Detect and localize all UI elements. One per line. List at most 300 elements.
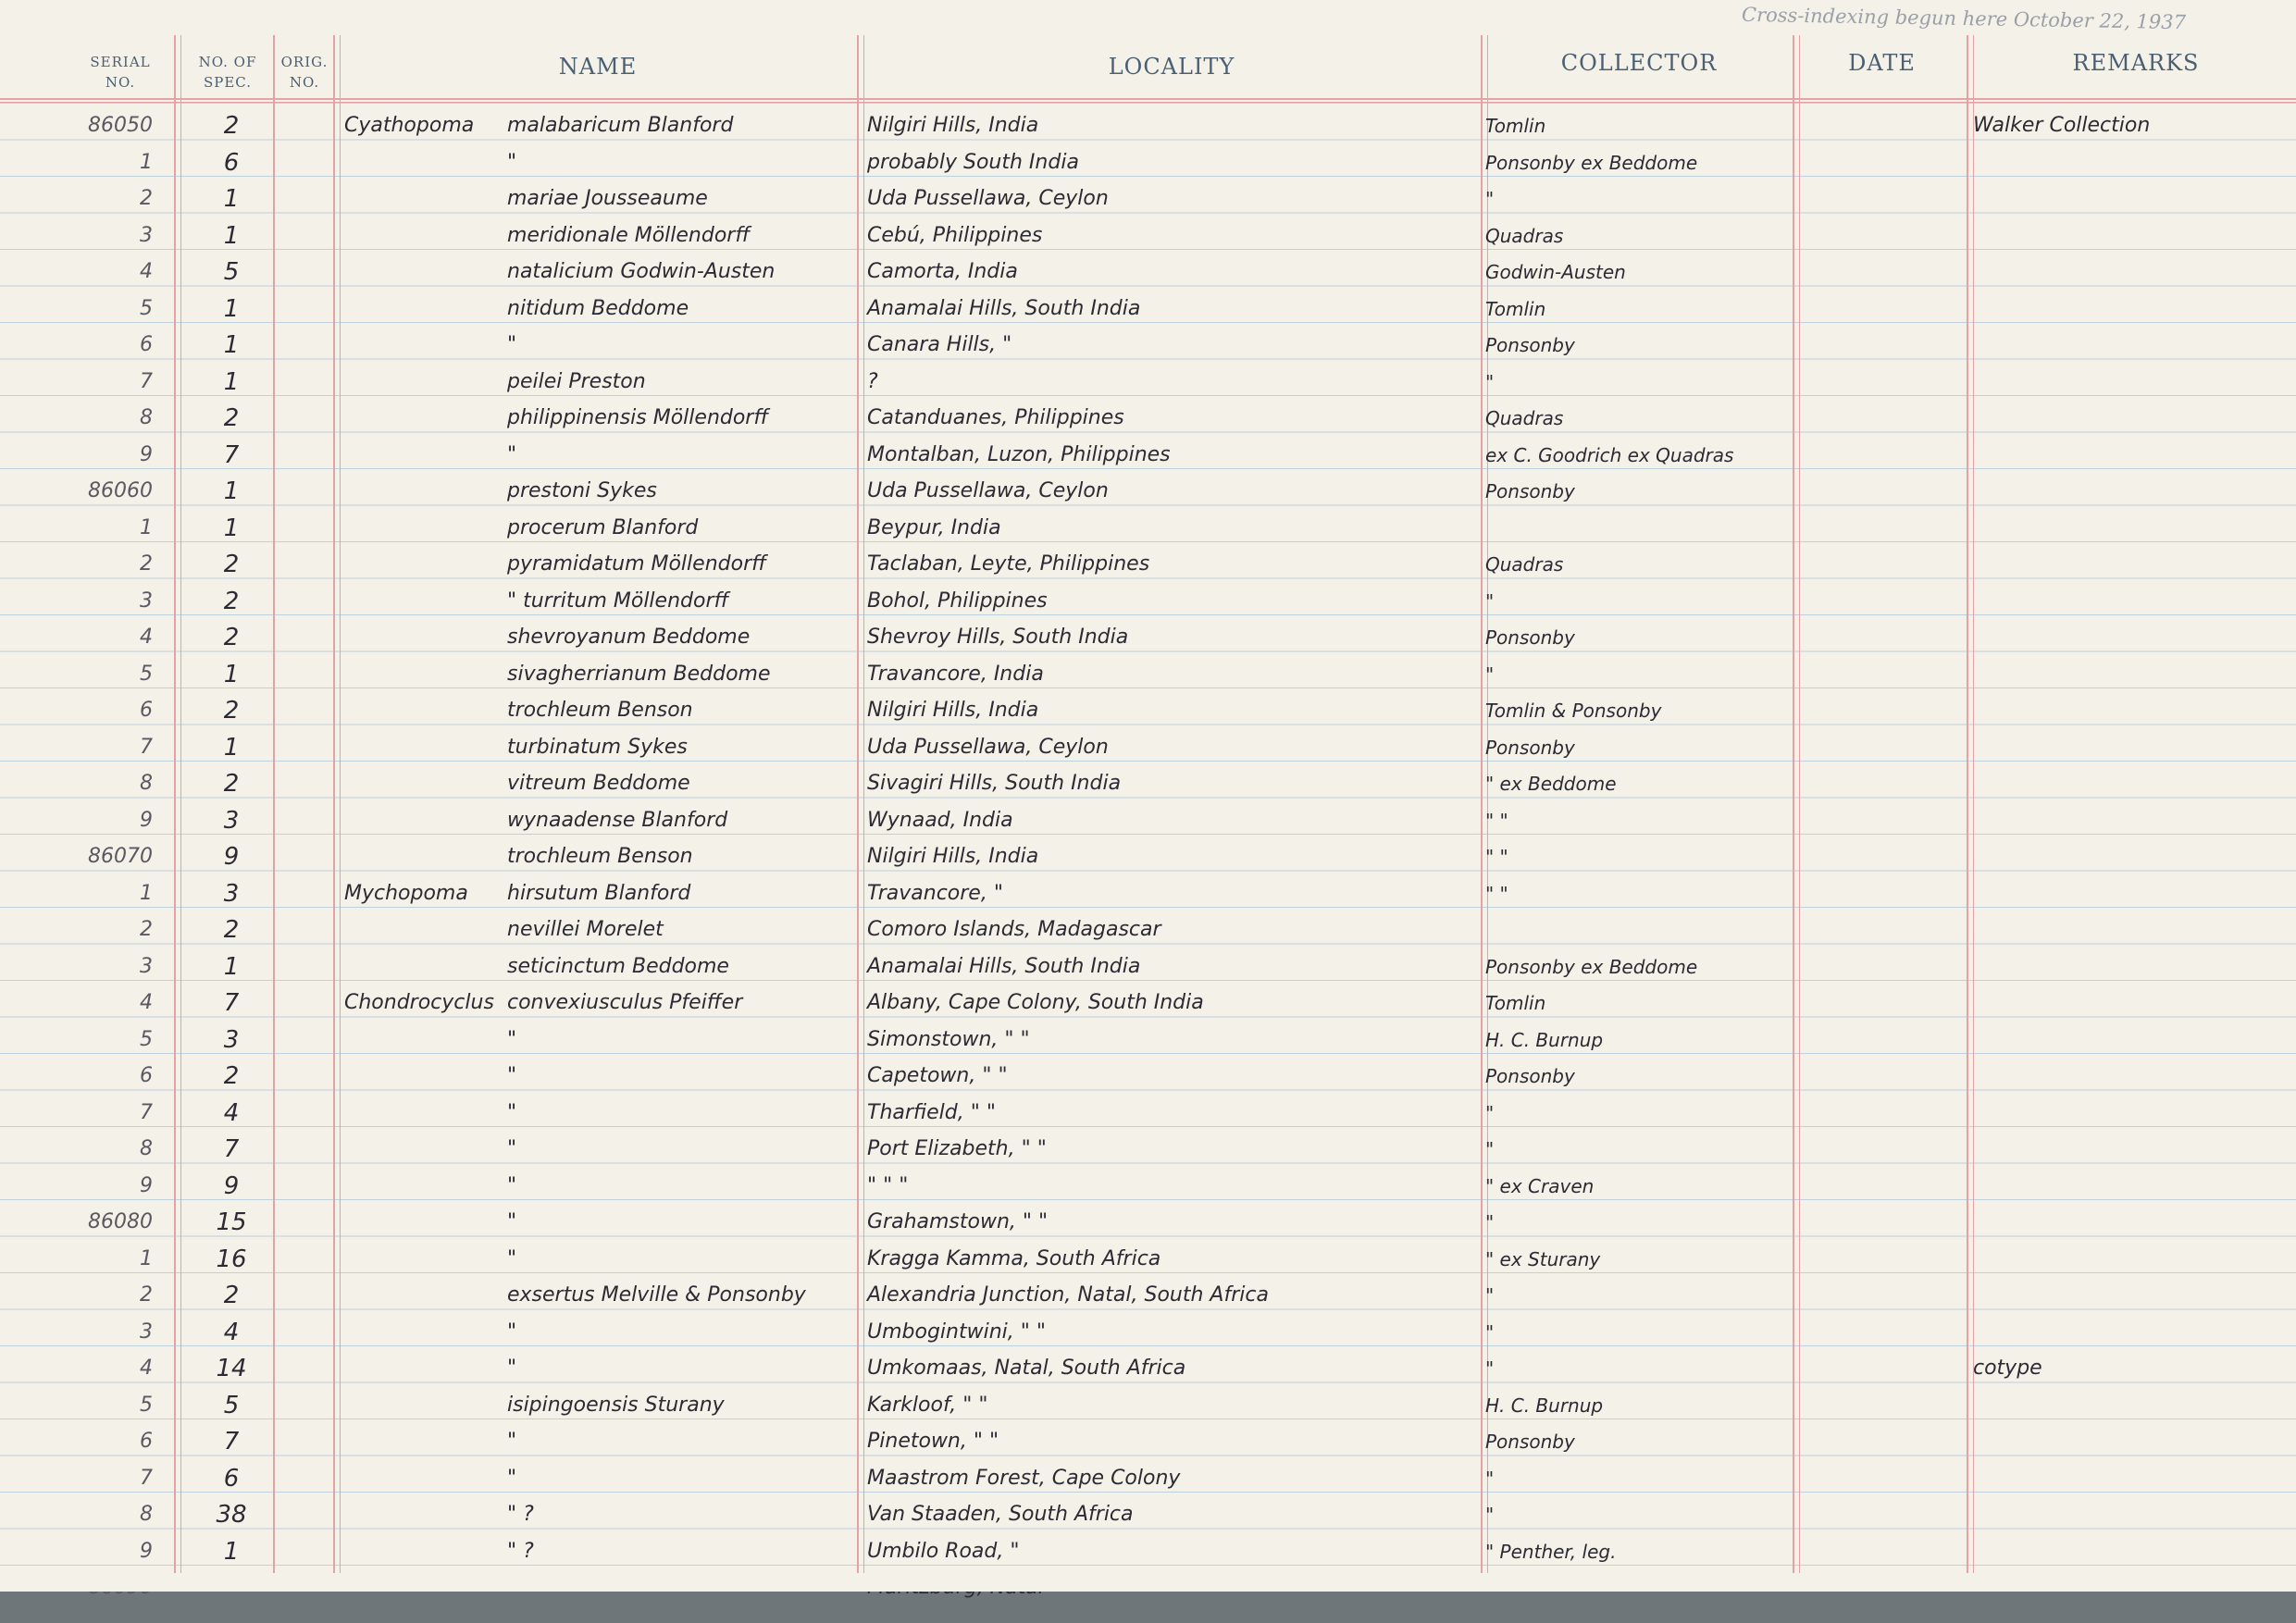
collector: Quadras [1485,224,1564,247]
locality: Umbogintwini, " " [867,1319,1046,1344]
genus-name [344,218,502,255]
species-name: " [507,1357,517,1380]
collector: " [1485,1101,1495,1124]
collector: Tomlin [1485,115,1546,137]
serial-number: 5 [140,296,153,320]
species-name: nevillei Morelet [507,918,664,941]
ledger-row [0,108,2296,145]
species-name: vitreum Beddome [507,772,690,795]
genus-name [344,584,502,621]
remarks [1973,1315,2288,1352]
specimen-count: 4 [223,1318,240,1346]
collector: " ex Craven [1485,1174,1595,1197]
specimen-count: 1 [223,733,240,762]
collector: H. C. Burnup [1485,1394,1604,1417]
locality: Nilgiri Hills, India [867,114,1039,137]
species-name: shevroyanum Beddome [507,626,751,649]
ledger-row [0,218,2296,255]
collector: " [1485,1138,1495,1160]
species-name: trochleum Benson [507,699,693,722]
species-name: philippinensis Möllendorff [507,406,769,429]
genus-name [344,1096,502,1133]
header-orig [276,52,333,93]
specimen-count: 1 [223,221,240,250]
serial-number: 6 [140,333,153,356]
ledger-row [0,547,2296,584]
specimen-count: 1 [223,331,240,359]
serial-number: 4 [140,626,153,649]
remarks: Walker Collection [1973,114,2151,137]
date [1800,181,1962,218]
specimen-count: 1 [223,514,240,542]
serial-number: 5 [140,1027,153,1051]
specimen-count: 9 [223,1171,240,1200]
serial-number: 7 [140,369,153,393]
serial-number: 4 [140,260,153,283]
genus-name [344,145,502,182]
collector: Ponsonby [1485,626,1575,649]
serial-number: 6 [140,1064,153,1087]
serial-number: 8 [140,772,153,795]
species-name: pyramidatum Möllendorff [507,552,766,576]
specimen-count: 2 [223,624,240,651]
locality: Uda Pussellawa, Ceylon [867,735,1109,759]
ledger-row [0,1497,2296,1534]
date [1800,1424,1962,1461]
date [1800,839,1962,876]
date [1800,730,1962,767]
locality: Comoro Islands, Madagascar [867,918,1161,941]
locality: Canara Hills, " [867,333,1012,356]
collector: " " [1485,882,1508,905]
remarks [1973,328,2288,365]
collector: " Penther, leg. [1485,1540,1617,1563]
species-name: " ? [507,1539,534,1563]
species-name: " [507,1173,517,1197]
remarks [1973,1424,2288,1461]
specimen-count: 7 [223,1428,240,1456]
genus-name [344,1424,502,1461]
date [1800,401,1962,438]
locality: Taclaban, Leyte, Philippines [867,552,1150,576]
page-bottom-edge [0,1573,2296,1592]
locality: Umkomaas, Natal, South Africa [867,1357,1186,1380]
ledger-row [0,1424,2296,1461]
genus-name [344,766,502,803]
ledger-row [0,1205,2296,1242]
specimen-count: 6 [223,1464,240,1493]
ledger-row [0,365,2296,402]
specimen-count: 16 [216,1245,247,1273]
genus-name [344,1388,502,1425]
locality: Tharfield, " " [867,1100,996,1124]
date [1800,1242,1962,1279]
collector: Ponsonby [1485,736,1575,759]
species-name: natalicium Godwin-Austen [507,260,776,283]
serial-number: 3 [140,223,153,247]
collector: " " [1485,809,1508,832]
remarks [1973,876,2288,913]
serial-number: 3 [140,1319,153,1344]
locality: Bohol, Philippines [867,588,1048,613]
header-date: DATE [1848,50,1916,76]
date [1800,108,1962,145]
remarks [1973,1388,2288,1425]
locality: Karkloof, " " [867,1393,988,1417]
serial-number: 86050 [88,114,153,137]
locality: Port Elizabeth, " " [867,1137,1047,1160]
species-name: " [507,1246,517,1270]
serial-number: 4 [140,1357,153,1380]
locality: Catanduanes, Philippines [867,406,1124,429]
locality: Nilgiri Hills, India [867,699,1039,722]
ledger-row [0,438,2296,475]
ledger-row [0,693,2296,730]
specimen-count: 2 [223,112,240,140]
species-name: " [507,1210,517,1233]
date [1800,1205,1962,1242]
cross-indexing-note: Cross-indexing begun here October 22, 1937 [1741,3,2187,34]
specimen-count: 1 [223,660,240,688]
date [1800,1461,1962,1498]
remarks [1973,291,2288,328]
species-name: sivagherrianum Beddome [507,662,771,686]
date [1800,584,1962,621]
ledger-row [0,912,2296,949]
header-spec-line2: SPEC. [203,74,253,91]
remarks [1973,1059,2288,1096]
ledger-row [0,145,2296,182]
specimen-count: 2 [223,587,240,615]
locality: Beypur, India [867,515,1001,539]
ledger-row [0,839,2296,876]
remarks [1973,693,2288,730]
date [1800,474,1962,511]
locality: Grahamstown, " " [867,1210,1049,1233]
specimen-count: 1 [223,1537,240,1566]
collector: " [1485,1284,1495,1307]
date [1800,291,1962,328]
genus-name [344,730,502,767]
remarks [1973,365,2288,402]
ledger-row [0,584,2296,621]
collector: " [1485,1504,1495,1526]
date [1800,912,1962,949]
date [1800,1022,1962,1059]
serial-number: 9 [140,1539,153,1563]
serial-number: 9 [140,442,153,466]
serial-number: 8 [140,406,153,429]
locality: Uda Pussellawa, Ceylon [867,187,1109,210]
date [1800,876,1962,913]
collector: " " [1485,846,1508,868]
species-name: " [507,1064,517,1087]
remarks [1973,1132,2288,1169]
specimen-count: 15 [216,1208,247,1236]
ledger-row [0,1169,2296,1206]
genus-name [344,1534,502,1571]
serial-number: 6 [140,1430,153,1453]
genus-name [344,1497,502,1534]
species-name: mariae Jousseaume [507,187,708,210]
serial-number: 4 [140,991,153,1014]
serial-number: 8 [140,1503,153,1526]
ledger-row [0,1096,2296,1133]
date [1800,328,1962,365]
locality: Albany, Cape Colony, South India [867,991,1204,1014]
remarks [1973,839,2288,876]
genus-name [344,181,502,218]
date [1800,1497,1962,1534]
serial-number: 1 [140,515,153,539]
header-spec [181,52,274,93]
genus-name [344,620,502,657]
serial-number: 5 [140,1393,153,1417]
species-name: " [507,1137,517,1160]
species-name: exsertus Melville & Ponsonby [507,1283,806,1307]
specimen-count: 2 [223,1062,240,1090]
genus-name [344,1278,502,1315]
collector: Quadras [1485,407,1564,429]
collector: Tomlin [1485,297,1546,320]
ledger-row [0,766,2296,803]
collector: " [1485,1320,1495,1344]
remarks [1973,1278,2288,1315]
header-rule-secondary [0,102,2296,103]
locality: Sivagiri Hills, South India [867,772,1122,795]
remarks [1973,985,2288,1022]
collector: ex C. Goodrich ex Quadras [1485,443,1734,466]
serial-number: 7 [140,1466,153,1490]
ledger-row [0,1278,2296,1315]
species-name: " [507,150,517,174]
remarks [1973,657,2288,694]
locality: Nilgiri Hills, India [867,845,1039,868]
remarks [1973,584,2288,621]
specimen-count: 3 [223,879,240,908]
genus-name [344,547,502,584]
locality: Montalban, Luzon, Philippines [867,442,1171,466]
genus-name: Cyathopoma [344,114,475,137]
genus-name: Mychopoma [344,881,468,905]
collector: " [1485,370,1495,393]
header-collector: COLLECTOR [1560,50,1718,76]
date [1800,438,1962,475]
species-name: malabaricum Blanford [507,114,734,137]
date [1800,657,1962,694]
specimen-count: 5 [223,258,240,286]
locality: Kragga Kamma, South Africa [867,1246,1161,1270]
genus-name: Chondrocyclus [344,991,494,1014]
date [1800,985,1962,1022]
ledger-row [0,511,2296,548]
remarks [1973,547,2288,584]
date [1800,693,1962,730]
collector: " ex Beddome [1485,773,1617,795]
serial-number: 3 [140,954,153,978]
header-locality: LOCALITY [1108,54,1235,80]
date [1800,803,1962,840]
header-name: NAME [558,54,638,80]
locality: Wynaad, India [867,808,1013,832]
species-name: " [507,1100,517,1124]
specimen-count: 1 [223,294,240,323]
locality: probably South India [867,150,1079,174]
specimen-count: 2 [223,770,240,798]
remarks [1973,803,2288,840]
collector [1485,511,1791,548]
serial-number: 86080 [88,1210,153,1233]
ledger-row [0,1132,2296,1169]
species-name: meridionale Möllendorff [507,223,751,247]
remarks [1973,181,2288,218]
locality: Alexandria Junction, Natal, South Africa [867,1283,1269,1307]
remarks [1973,401,2288,438]
locality: Umbilo Road, " [867,1539,1020,1563]
species-name: " turritum Möllendorff [507,588,729,613]
date [1800,365,1962,402]
serial-number: 9 [140,808,153,832]
locality: Anamalai Hills, South India [867,296,1141,320]
serial-number: 5 [140,662,153,686]
remarks [1973,620,2288,657]
serial-number: 2 [140,1283,153,1307]
date [1800,949,1962,986]
collector: Ponsonby ex Beddome [1485,955,1698,978]
species-name: " ? [507,1503,534,1526]
species-name: seticinctum Beddome [507,954,729,978]
remarks [1973,511,2288,548]
header-serial-line2: NO. [105,74,136,91]
species-name: trochleum Benson [507,845,693,868]
ledger-row [0,876,2296,913]
collector: Ponsonby [1485,1065,1575,1087]
genus-name [344,657,502,694]
locality: Anamalai Hills, South India [867,954,1141,978]
ledger-row [0,328,2296,365]
locality: " " " [867,1173,909,1197]
remarks [1973,145,2288,182]
species-name: " [507,333,517,356]
header-serial [65,52,176,93]
locality: Travancore, India [867,662,1044,686]
genus-name [344,1315,502,1352]
date [1800,766,1962,803]
species-name: convexiusculus Pfeiffer [507,991,743,1014]
genus-name [344,949,502,986]
specimen-count: 7 [223,440,240,469]
species-name: peilei Preston [507,369,646,393]
collector: Tomlin & Ponsonby [1485,700,1662,722]
genus-name [344,1351,502,1388]
genus-name [344,1132,502,1169]
locality: Simonstown, " " [867,1027,1030,1051]
genus-name [344,1461,502,1498]
collector: Ponsonby [1485,480,1575,502]
collector [1485,912,1791,949]
specimen-count: 7 [223,1135,240,1163]
specimen-count: 2 [223,1282,240,1309]
genus-name [344,839,502,876]
date [1800,1351,1962,1388]
genus-name [344,328,502,365]
collector: " [1485,663,1495,686]
collector: " ex Sturany [1485,1247,1601,1270]
ledger-row [0,803,2296,840]
locality: Van Staaden, South Africa [867,1503,1134,1526]
locality: Capetown, " " [867,1064,1008,1087]
remarks [1973,1534,2288,1571]
ledger-row [0,730,2296,767]
remarks [1973,1205,2288,1242]
genus-name [344,401,502,438]
collector: Tomlin [1485,992,1546,1014]
date [1800,218,1962,255]
specimen-count: 6 [223,148,240,177]
ledger-row [0,1351,2296,1388]
remarks [1973,254,2288,291]
serial-number: 9 [140,1173,153,1197]
species-name: hirsutum Blanford [507,881,691,905]
specimen-count: 1 [223,185,240,213]
specimen-count: 4 [223,1098,240,1127]
ledger-row [0,1315,2296,1352]
serial-number: 6 [140,699,153,722]
date [1800,1315,1962,1352]
ledger-row [0,1059,2296,1096]
genus-name [344,1205,502,1242]
collector: H. C. Burnup [1485,1028,1604,1051]
locality: ? [867,369,878,393]
serial-number: 7 [140,1100,153,1124]
specimen-count: 1 [223,477,240,505]
species-name: nitidum Beddome [507,296,689,320]
specimen-count: 38 [216,1501,247,1529]
specimen-count: 7 [223,989,240,1017]
ledger-row [0,401,2296,438]
locality: Travancore, " [867,881,1003,905]
locality: Cebú, Philippines [867,223,1043,247]
date [1800,620,1962,657]
date [1800,1388,1962,1425]
genus-name [344,438,502,475]
species-name: turbinatum Sykes [507,735,688,759]
genus-name [344,803,502,840]
date [1800,145,1962,182]
remarks [1973,218,2288,255]
remarks [1973,474,2288,511]
specimen-count: 2 [223,916,240,944]
collector: " [1485,1467,1495,1490]
date [1800,254,1962,291]
ledger-rows [0,108,2296,1607]
date [1800,511,1962,548]
header-remarks: REMARKS [2072,50,2200,76]
genus-name [344,365,502,402]
remarks [1973,912,2288,949]
remarks [1973,766,2288,803]
specimen-count: 5 [223,1391,240,1419]
locality: Pinetown, " " [867,1430,999,1453]
serial-number: 8 [140,1137,153,1160]
ledger-row [0,1534,2296,1571]
species-name: " [507,1466,517,1490]
serial-number: 2 [140,552,153,576]
ledger-row [0,254,2296,291]
remarks [1973,1022,2288,1059]
genus-name [344,1059,502,1096]
specimen-count: 2 [223,551,240,578]
